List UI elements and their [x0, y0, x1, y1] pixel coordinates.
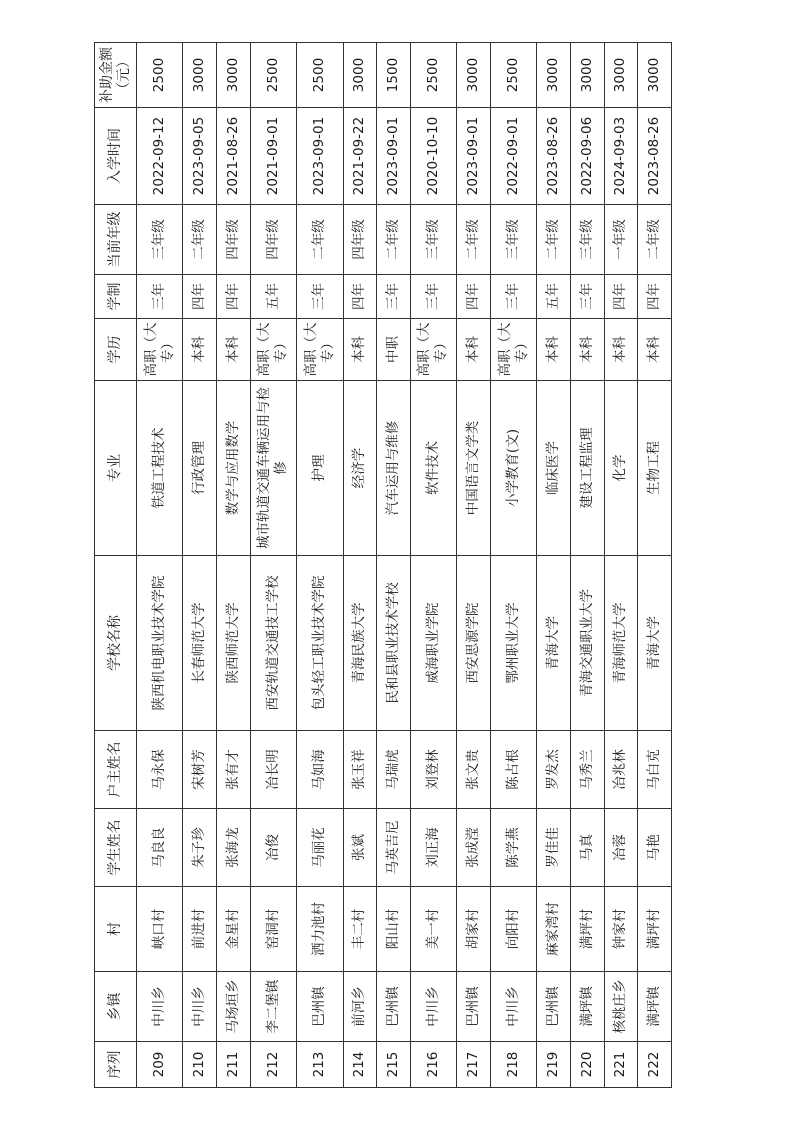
cell-householder: 宋树芳 [183, 731, 217, 809]
table-row [250, 43, 296, 1088]
cell-seq: 218 [490, 1042, 536, 1088]
cell-town: 中川乡 [137, 972, 183, 1042]
cell-amount: 3000 [604, 43, 638, 108]
cell-householder: 马白克 [638, 731, 672, 809]
cell-student: 马艳 [638, 809, 672, 887]
cell-householder: 刘登林 [410, 731, 456, 809]
table-row [343, 43, 377, 1088]
cell-school: 包头轻工职业技术学院 [297, 556, 343, 731]
cell-student: 张斌 [343, 809, 377, 887]
cell-village: 丰二村 [343, 887, 377, 972]
table-row [137, 43, 183, 1088]
table-row [604, 43, 638, 1088]
cell-amount: 2500 [297, 43, 343, 108]
cell-amount: 3000 [457, 43, 491, 108]
cell-enroll: 2022-09-06 [570, 108, 604, 205]
cell-enroll: 2021-09-22 [343, 108, 377, 205]
cell-householder: 马如海 [297, 731, 343, 809]
table-row [183, 43, 217, 1088]
cell-grade: 二年级 [297, 205, 343, 275]
cell-education: 高职（大专） [250, 319, 296, 381]
cell-seq: 216 [410, 1042, 456, 1088]
header-amount: 补助金额（元） [95, 43, 137, 108]
header-school: 学校名称 [95, 556, 137, 731]
cell-town: 巴州镇 [457, 972, 491, 1042]
cell-town: 核桃庄乡 [604, 972, 638, 1042]
cell-village: 满坪村 [570, 887, 604, 972]
table-row [570, 43, 604, 1088]
header-major: 专业 [95, 381, 137, 556]
cell-school: 西安思源学院 [457, 556, 491, 731]
cell-village: 窑洞村 [250, 887, 296, 972]
cell-student: 张海龙 [217, 809, 251, 887]
subsidy-table [94, 42, 672, 1088]
cell-student: 朱子珍 [183, 809, 217, 887]
cell-enroll: 2023-08-26 [537, 108, 571, 205]
header-student: 学生姓名 [95, 809, 137, 887]
cell-major: 生物工程 [638, 381, 672, 556]
cell-householder: 冶兆林 [604, 731, 638, 809]
cell-grade: 四年级 [250, 205, 296, 275]
cell-village: 洒力池村 [297, 887, 343, 972]
cell-duration: 三年 [137, 275, 183, 319]
cell-seq: 214 [343, 1042, 377, 1088]
cell-major: 汽车运用与维修 [377, 381, 411, 556]
cell-grade: 三年级 [570, 205, 604, 275]
header-village: 村 [95, 887, 137, 972]
cell-amount: 3000 [183, 43, 217, 108]
cell-amount: 2500 [137, 43, 183, 108]
cell-education: 本科 [457, 319, 491, 381]
cell-duration: 三年 [377, 275, 411, 319]
table-row [410, 43, 456, 1088]
cell-major: 行政管理 [183, 381, 217, 556]
cell-householder: 马瑞虎 [377, 731, 411, 809]
cell-duration: 四年 [638, 275, 672, 319]
table-body [137, 43, 672, 1088]
cell-village: 峡口村 [137, 887, 183, 972]
cell-duration: 三年 [297, 275, 343, 319]
cell-student: 罗佳佳 [537, 809, 571, 887]
cell-enroll: 2023-09-01 [457, 108, 491, 205]
cell-major: 建设工程监理 [570, 381, 604, 556]
cell-seq: 219 [537, 1042, 571, 1088]
cell-student: 张成滢 [457, 809, 491, 887]
cell-grade: 一年级 [604, 205, 638, 275]
cell-enroll: 2021-08-26 [217, 108, 251, 205]
cell-enroll: 2022-09-01 [490, 108, 536, 205]
cell-village: 金星村 [217, 887, 251, 972]
cell-grade: 二年级 [638, 205, 672, 275]
cell-duration: 四年 [217, 275, 251, 319]
cell-amount: 2500 [250, 43, 296, 108]
cell-grade: 二年级 [537, 205, 571, 275]
cell-school: 威海职业学院 [410, 556, 456, 731]
cell-student: 冶蓉 [604, 809, 638, 887]
cell-householder: 冶长明 [250, 731, 296, 809]
header-householder: 户主姓名 [95, 731, 137, 809]
cell-seq: 221 [604, 1042, 638, 1088]
cell-education: 高职（大专） [490, 319, 536, 381]
cell-town: 马场垣乡 [217, 972, 251, 1042]
table-row [297, 43, 343, 1088]
cell-village: 胡家村 [457, 887, 491, 972]
cell-education: 中职 [377, 319, 411, 381]
table-row [217, 43, 251, 1088]
table-row [537, 43, 571, 1088]
cell-education: 本科 [537, 319, 571, 381]
cell-student: 刘正海 [410, 809, 456, 887]
cell-student: 马英吉尼 [377, 809, 411, 887]
cell-town: 满坪镇 [570, 972, 604, 1042]
cell-grade: 二年级 [457, 205, 491, 275]
cell-duration: 三年 [570, 275, 604, 319]
cell-householder: 张文贵 [457, 731, 491, 809]
cell-village: 麻家湾村 [537, 887, 571, 972]
cell-student: 陈学燕 [490, 809, 536, 887]
cell-student: 马丽花 [297, 809, 343, 887]
cell-amount: 3000 [343, 43, 377, 108]
cell-householder: 陈占根 [490, 731, 536, 809]
cell-duration: 四年 [343, 275, 377, 319]
header-duration: 学制 [95, 275, 137, 319]
cell-education: 本科 [183, 319, 217, 381]
cell-householder: 罗发杰 [537, 731, 571, 809]
cell-town: 李二堡镇 [250, 972, 296, 1042]
cell-amount: 2500 [410, 43, 456, 108]
cell-school: 青海交通职业大学 [570, 556, 604, 731]
header-grade: 当前年级 [95, 205, 137, 275]
cell-householder: 张有才 [217, 731, 251, 809]
cell-duration: 五年 [537, 275, 571, 319]
cell-school: 鄂州职业大学 [490, 556, 536, 731]
cell-major: 数学与应用数学 [217, 381, 251, 556]
table-row [490, 43, 536, 1088]
cell-town: 中川乡 [183, 972, 217, 1042]
cell-grade: 三年级 [137, 205, 183, 275]
cell-seq: 210 [183, 1042, 217, 1088]
cell-education: 高职（大专） [410, 319, 456, 381]
table-row [377, 43, 411, 1088]
cell-enroll: 2023-08-26 [638, 108, 672, 205]
cell-village: 阳山村 [377, 887, 411, 972]
cell-major: 化学 [604, 381, 638, 556]
cell-duration: 四年 [457, 275, 491, 319]
header-enroll: 入学时间 [95, 108, 137, 205]
cell-education: 本科 [570, 319, 604, 381]
table-row [638, 43, 672, 1088]
cell-duration: 四年 [183, 275, 217, 319]
cell-grade: 二年级 [183, 205, 217, 275]
cell-school: 青海大学 [537, 556, 571, 731]
cell-amount: 3000 [217, 43, 251, 108]
cell-education: 高职（大专） [297, 319, 343, 381]
cell-enroll: 2023-09-01 [377, 108, 411, 205]
cell-town: 前河乡 [343, 972, 377, 1042]
cell-amount: 3000 [537, 43, 571, 108]
header-education: 学历 [95, 319, 137, 381]
cell-duration: 三年 [490, 275, 536, 319]
cell-town: 中川乡 [490, 972, 536, 1042]
cell-grade: 三年级 [410, 205, 456, 275]
cell-seq: 213 [297, 1042, 343, 1088]
cell-school: 青海民族大学 [343, 556, 377, 731]
cell-householder: 马秀兰 [570, 731, 604, 809]
cell-enroll: 2024-09-03 [604, 108, 638, 205]
cell-village: 美一村 [410, 887, 456, 972]
cell-village: 前进村 [183, 887, 217, 972]
cell-amount: 1500 [377, 43, 411, 108]
cell-school: 西安轨道交通技工学校 [250, 556, 296, 731]
cell-school: 青海师范大学 [604, 556, 638, 731]
cell-village: 钟家村 [604, 887, 638, 972]
cell-duration: 五年 [250, 275, 296, 319]
cell-school: 民和县职业技术学校 [377, 556, 411, 731]
cell-amount: 2500 [490, 43, 536, 108]
cell-major: 城市轨道交通车辆运用与检修 [250, 381, 296, 556]
cell-seq: 209 [137, 1042, 183, 1088]
cell-town: 巴州镇 [297, 972, 343, 1042]
cell-householder: 马永保 [137, 731, 183, 809]
cell-seq: 215 [377, 1042, 411, 1088]
cell-town: 巴州镇 [537, 972, 571, 1042]
cell-enroll: 2020-10-10 [410, 108, 456, 205]
cell-major: 铁道工程技术 [137, 381, 183, 556]
cell-enroll: 2023-09-01 [297, 108, 343, 205]
cell-education: 本科 [638, 319, 672, 381]
cell-grade: 二年级 [377, 205, 411, 275]
cell-major: 小学教育(文) [490, 381, 536, 556]
cell-seq: 220 [570, 1042, 604, 1088]
cell-enroll: 2023-09-05 [183, 108, 217, 205]
cell-town: 巴州镇 [377, 972, 411, 1042]
cell-education: 本科 [604, 319, 638, 381]
rotated-table-container [94, 43, 672, 1088]
cell-seq: 217 [457, 1042, 491, 1088]
header-seq: 序列 [95, 1042, 137, 1088]
cell-town: 中川乡 [410, 972, 456, 1042]
cell-major: 软件技术 [410, 381, 456, 556]
cell-school: 青海大学 [638, 556, 672, 731]
cell-major: 临床医学 [537, 381, 571, 556]
cell-seq: 211 [217, 1042, 251, 1088]
cell-enroll: 2022-09-12 [137, 108, 183, 205]
header-town: 乡镇 [95, 972, 137, 1042]
cell-major: 中国语言文学类 [457, 381, 491, 556]
cell-school: 陕西师范大学 [217, 556, 251, 731]
cell-duration: 三年 [410, 275, 456, 319]
cell-education: 本科 [217, 319, 251, 381]
cell-school: 长春师范大学 [183, 556, 217, 731]
cell-amount: 3000 [570, 43, 604, 108]
cell-student: 冶俊 [250, 809, 296, 887]
cell-major: 护理 [297, 381, 343, 556]
table-header-row [95, 43, 137, 1088]
cell-grade: 三年级 [490, 205, 536, 275]
cell-amount: 3000 [638, 43, 672, 108]
table-row [457, 43, 491, 1088]
cell-village: 满坪村 [638, 887, 672, 972]
cell-school: 陕西机电职业技术学院 [137, 556, 183, 731]
cell-duration: 四年 [604, 275, 638, 319]
cell-town: 满坪镇 [638, 972, 672, 1042]
cell-enroll: 2021-09-01 [250, 108, 296, 205]
cell-householder: 张玉祥 [343, 731, 377, 809]
cell-student: 马真 [570, 809, 604, 887]
cell-education: 本科 [343, 319, 377, 381]
cell-grade: 四年级 [217, 205, 251, 275]
cell-education: 高职（大专） [137, 319, 183, 381]
cell-village: 向阳村 [490, 887, 536, 972]
cell-seq: 212 [250, 1042, 296, 1088]
cell-student: 马良良 [137, 809, 183, 887]
cell-seq: 222 [638, 1042, 672, 1088]
cell-major: 经济学 [343, 381, 377, 556]
cell-grade: 四年级 [343, 205, 377, 275]
